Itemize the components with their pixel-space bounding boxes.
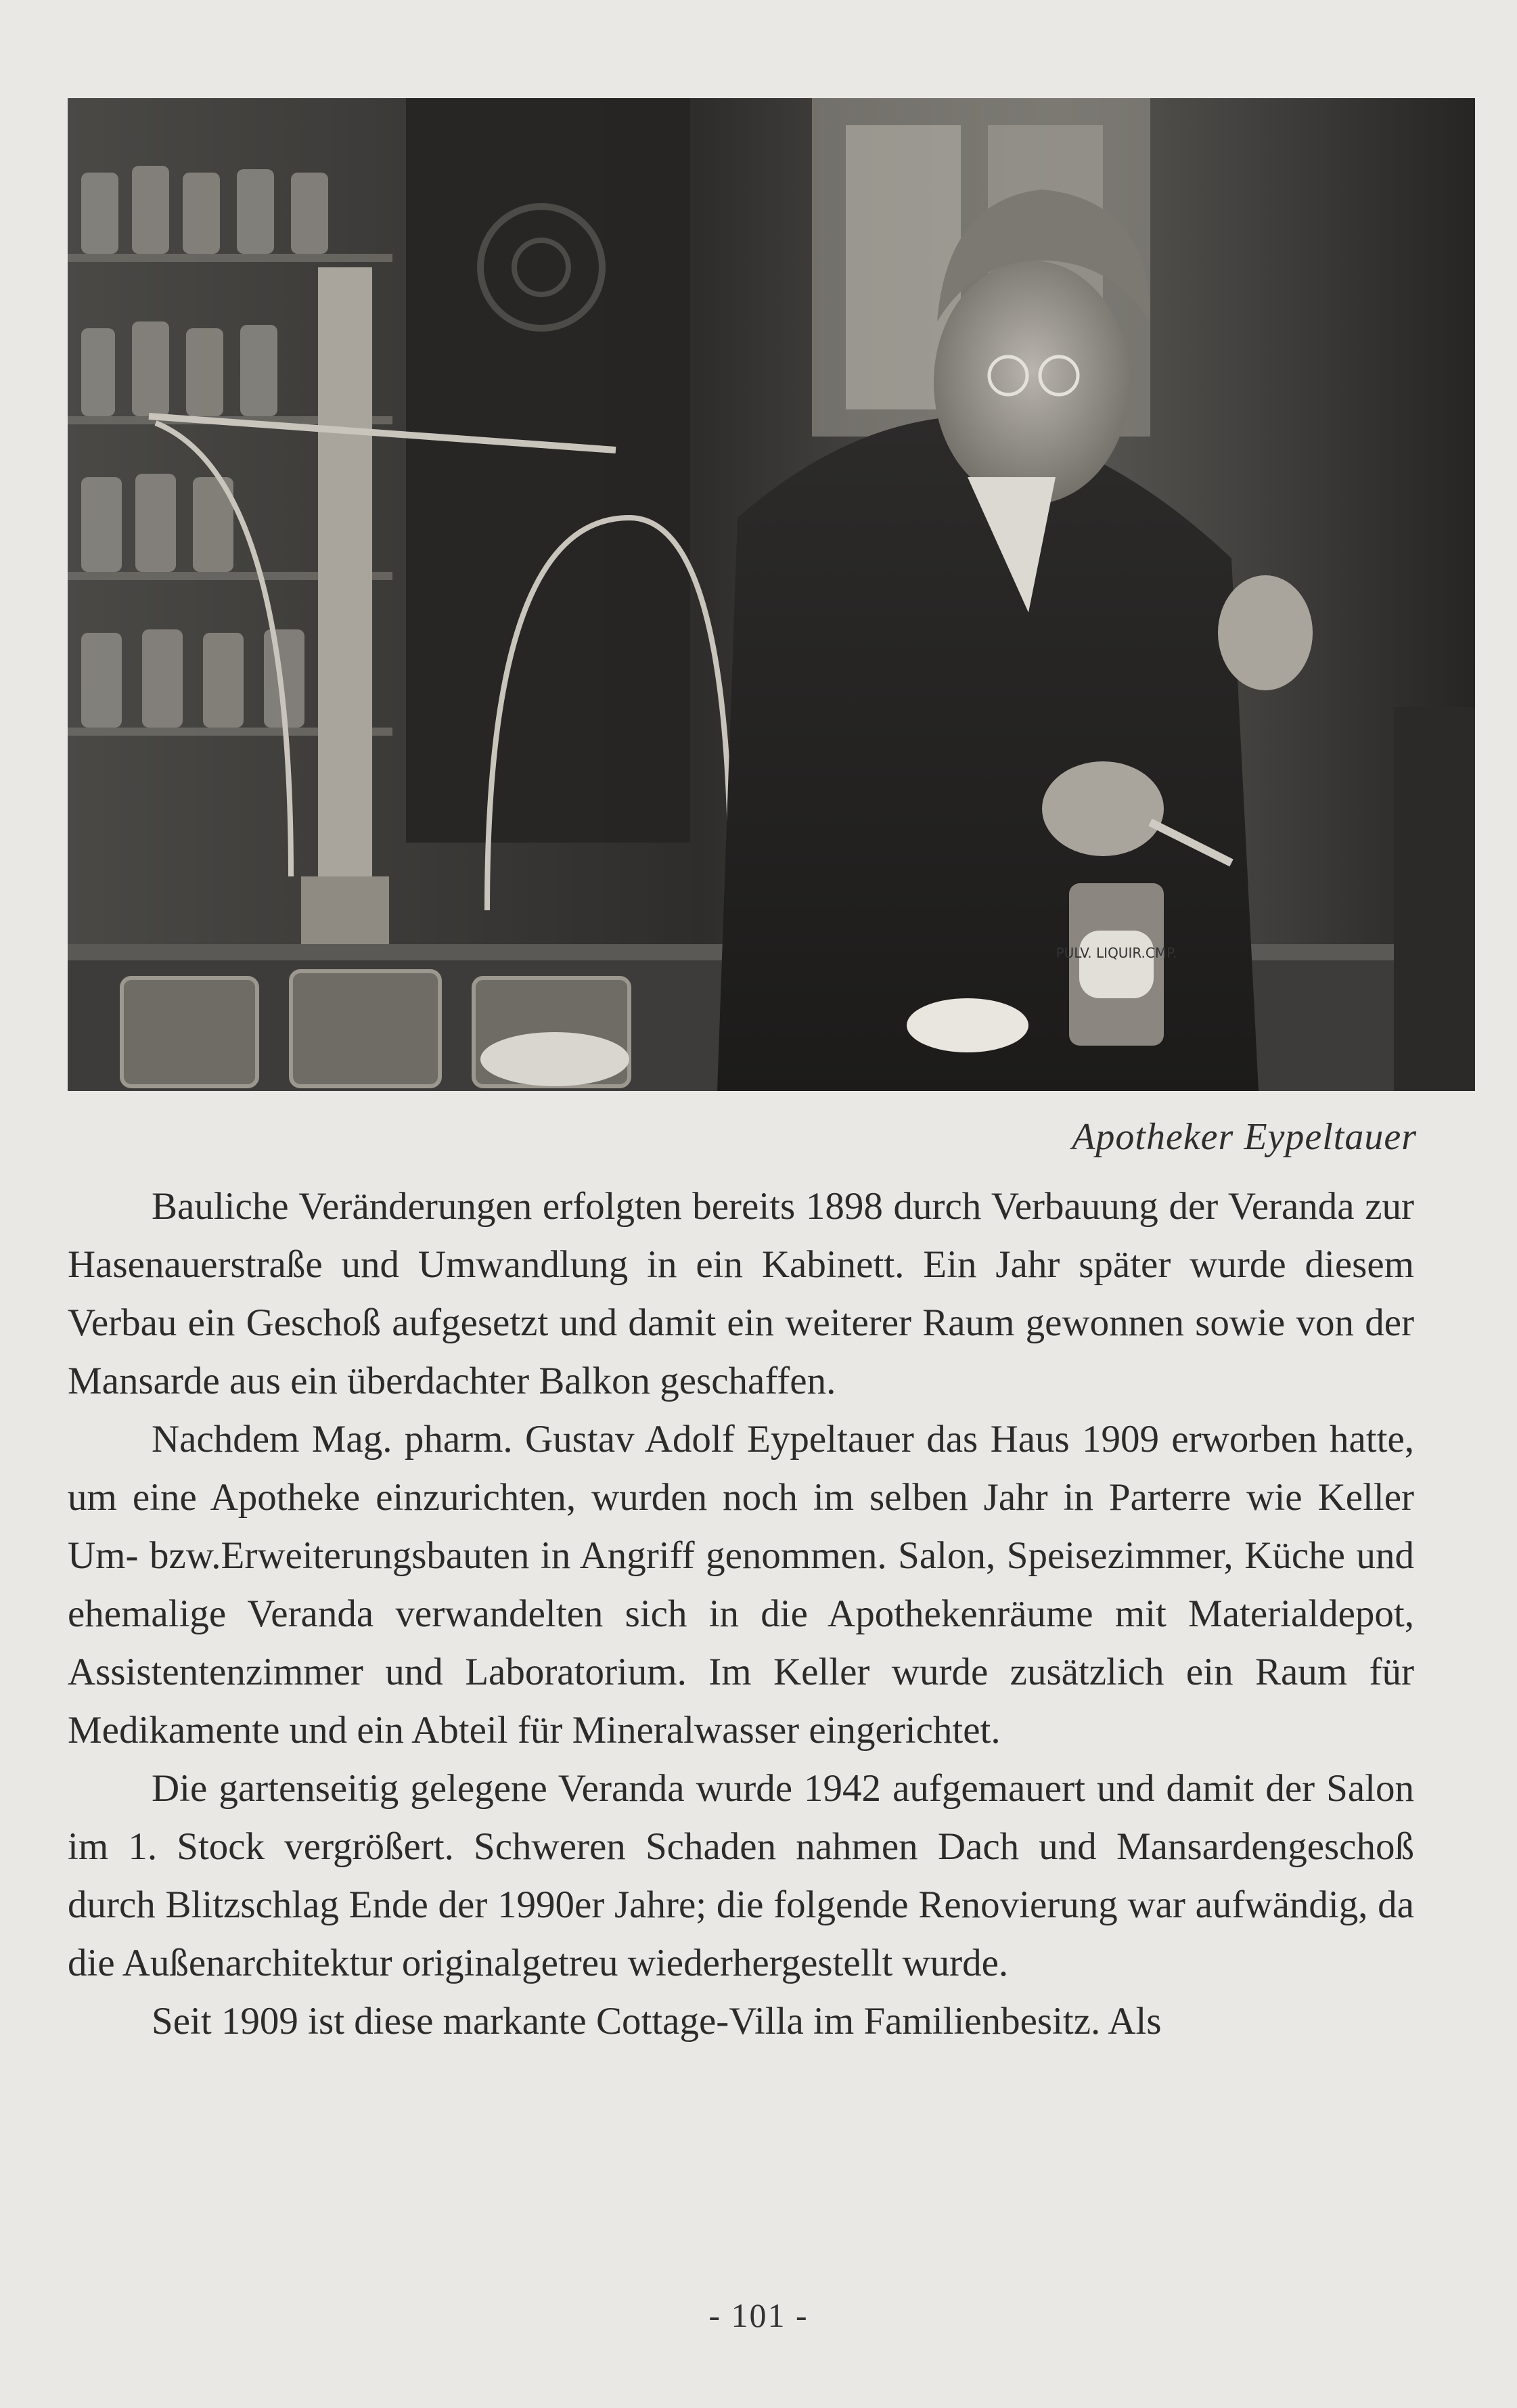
- paragraph: Seit 1909 ist diese markante Cottage-Villa im Familienbesitz. Als: [152, 2000, 1162, 2043]
- page-number: - 101 -: [708, 2296, 809, 2334]
- pharmacist-photograph: [68, 98, 1475, 1091]
- photo-caption: Apotheker Eypeltauer: [1072, 1116, 1417, 1158]
- paragraph: Bauliche Veränderungen erfolgten bereits 1898 durch Verbauung der Veranda zur Hasenauerstraße und Umwandlung in ein Kabinett. Ein Jahr später wurde diesem Verbau ein Geschoß aufgesetzt und damit ein weiterer Raum gewonnen sowie von der Mansarde aus ein überdachter Balkon geschaffen.: [68, 1185, 1414, 1402]
- photo-illustration: [68, 98, 1475, 1091]
- labeled-medicine-jar: [1056, 883, 1177, 1046]
- jar-label-line1: PULV. LIQUIR.CMP.: [1056, 945, 1177, 961]
- paragraph: Nachdem Mag. pharm. Gustav Adolf Eypeltauer das Haus 1909 erworben hatte, um eine Apotheke einzurichten, wurden noch im selben Jahr in Parterre wie Keller Um- bzw.Erweiterungsbauten in Angriff genommen. Salon, Speisezimmer, Küche und ehemalige Veranda verwandelten sich in die Apothekenräume mit Materialdepot, Assistentenzimmer und Laboratorium. Im Keller wurde zusätzlich ein Raum für Medikamente und ein Abteil für Mineralwasser eingerichtet.: [68, 1418, 1414, 1752]
- paragraph: Die gartenseitig gelegene Veranda wurde 1942 aufgemauert und damit der Salon im 1. Stock vergrößert. Schweren Schaden nahmen Dach und Mansardengeschoß durch Blitzschlag Ende der 1990er Jahre; die folgende Renovierung war aufwändig, da die Außenarchitektur originalgetreu wiederhergestellt wurde.: [68, 1767, 1414, 1984]
- body-text: [68, 1178, 1414, 2051]
